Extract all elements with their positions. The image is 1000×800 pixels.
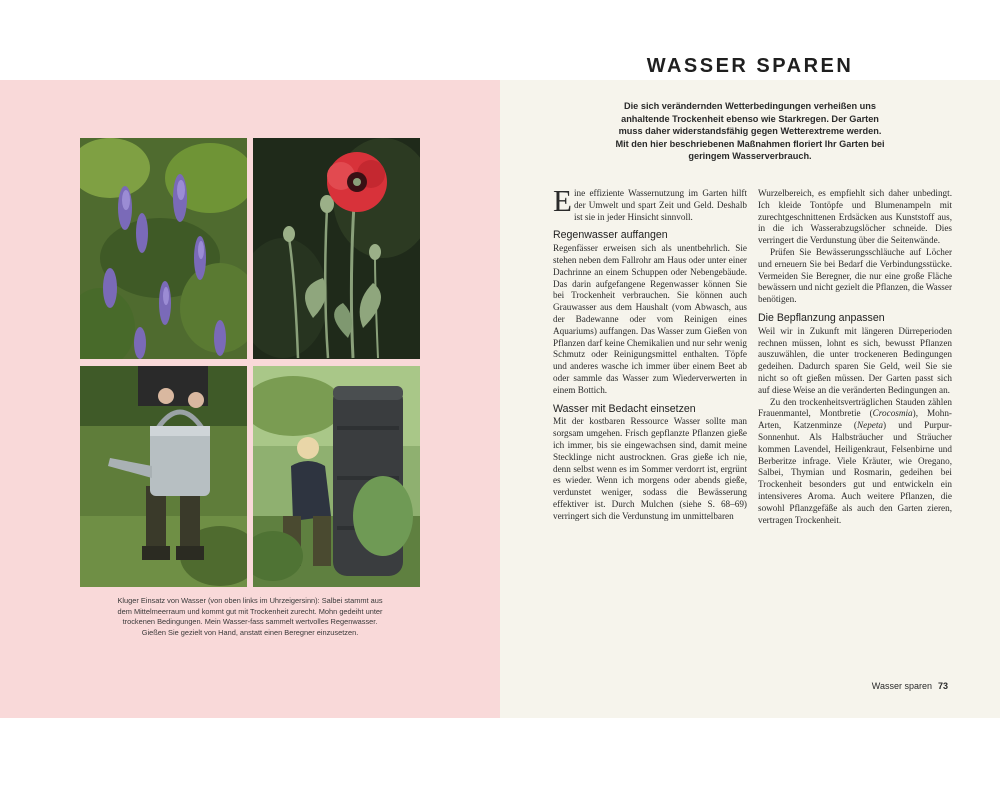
body-paragraph [758, 397, 952, 527]
body-paragraph: Mit der kostbaren Ressource Wasser sollte man sorgsam umgehen. Frisch gepflanzte Pflanzen gieße ich immer, bis sie eingewachsen sind, damit meine Stecklinge nicht austrocknen. Gras gieße ich nie, denn selbst wenn es im Sommer verdorrt ist, ergrünt es wieder. Wenn ich morgens oder abends gieße, verdunstet weniger, sodass die Bewässerung effektiver ist. Durch Mulchen (siehe S. 68–69) verringert sich die Verdunstung im unmittelbaren [553, 416, 747, 521]
body-text: ) und Purpur-Sonnenhut. Als Halbsträucher und Sträucher kommen Lavendel, Heiligenkraut, Felsenbirne und Berberitze infrage. Viele Kräuter, wie Oregano, Salbei, Thymian und Rosmarin, gedeihen bei Trockenheit besonders gut und entwickeln ein intensiveres Aroma. Auch weitere Pflanzen, die sowohl Pflanzgefäße als auch den Garten zieren, vertragen Trockenheit. [758, 420, 952, 525]
body-text: ine effiziente Wassernutzung im Garten hilft der Umwelt und spart Zeit und Geld. Deshalb ist sie in jeder Hinsicht sinnvoll. [573, 188, 747, 222]
left-page [0, 80, 500, 718]
body-paragraph: Weil wir in Zukunft mit längeren Dürreperioden rechnen müssen, lohnt es sich, bewusst Pflanzen auszuwählen, die unter trockeneren Bedingungen gedeihen. Dadurch sparen Sie Geld, weil Sie sie nicht so oft gießen müssen. Der Garten passt sich auf diese Weise an die veränderten Bedingungen an. [758, 325, 952, 395]
photo-salvia [80, 138, 247, 359]
subheading-wasser-bedacht: Wasser mit Bedacht einsetzen [553, 402, 696, 415]
photo-poppy [253, 138, 420, 359]
page-number: 73 [937, 681, 948, 691]
photo-watering-can [80, 366, 247, 587]
body-paragraph: Regenfässer erweisen sich als unentbehrlich. Sie stehen neben dem Fallrohr am Haus oder unter einer Dachrinne an einem Schuppen oder Nebengebäude. Das darin aufgefangene Regenwasser können Sie bei Trockenheit verbrauchen. Sie können auch Grauwasser aus dem Haushalt (vom Abwasch, aus der Badewanne oder vom Reinigen eines Aquariums) auffangen. Das Wasser zum Gießen von Pflanzen darf keine Chemikalien und nur sehr wenig Schmutz oder Reinigungsmittel enthalten. Töpfe und anderes wasche ich immer über einem Beet ab oder sammle das Wasser zum Wiederverwerten in einem Bottich. [553, 243, 747, 395]
photo-caption: Kluger Einsatz von Wasser (von oben links im Uhrzeigersinn): Salbei stammt aus dem Mittelmeerraum und kommt gut mit Trockenheit zurecht. Mohn gedeiht unter trockenen Bedingungen. Mein Wasser-fass sammelt wertvolles Regenwasser. Gießen Sie gezielt von Hand, anstatt einen Beregner einzusetzen. [117, 596, 383, 637]
body-paragraph: Prüfen Sie Bewässerungsschläuche auf Löcher und erneuern Sie bei Bedarf die Verbindungsstücke. Vermeiden Sie Beregner, die nur eine große Fläche bewässern und nicht gezielt die Pflanzen, die Wasser benötigen. [758, 246, 953, 305]
body-text: Zu den trockenheitsverträglichen Stauden zählen Frauenmantel, Montbretie ( [758, 396, 952, 419]
footer-section: Wasser sparen [871, 681, 932, 691]
latin-name: Crocosmia [872, 408, 913, 419]
intro-paragraph: Die sich verändernden Wetterbedingungen verheißen uns anhaltende Trockenheit ebenso wie Starkregen. Der Garten muss daher widerstandsfähig gegen Wetterextreme werden. Mit den hier beschriebenen Maßnahmen floriert Ihr Garten bei geringem Wasserverbrauch. [615, 101, 885, 162]
photo-water-butt [253, 366, 420, 587]
text-column-left [553, 183, 747, 523]
page-footer [872, 681, 948, 691]
drop-cap: E [553, 183, 572, 218]
body-text: ), Mohn-Arten, Katzenminze ( [758, 408, 952, 431]
latin-name: Nepeta [856, 420, 884, 431]
subheading-bepflanzung: Die Bepflanzung anpassen [758, 311, 885, 324]
body-paragraph: Wurzelbereich, es empfiehlt sich daher unbedingt. Ich kleide Tontöpfe und Blumenampeln mit zurechtgeschnittenen Erdsäcken aus Kunststoff aus, in die ich Wasserabzugslöcher schneide. Dies verringert die Verdunstung über die Seitenwände. [758, 188, 952, 246]
text-column-right [758, 188, 952, 526]
subheading-regenwasser: Regenwasser auffangen [553, 229, 668, 242]
body-paragraph [553, 183, 747, 223]
page-title: WASSER SPAREN [646, 55, 854, 77]
